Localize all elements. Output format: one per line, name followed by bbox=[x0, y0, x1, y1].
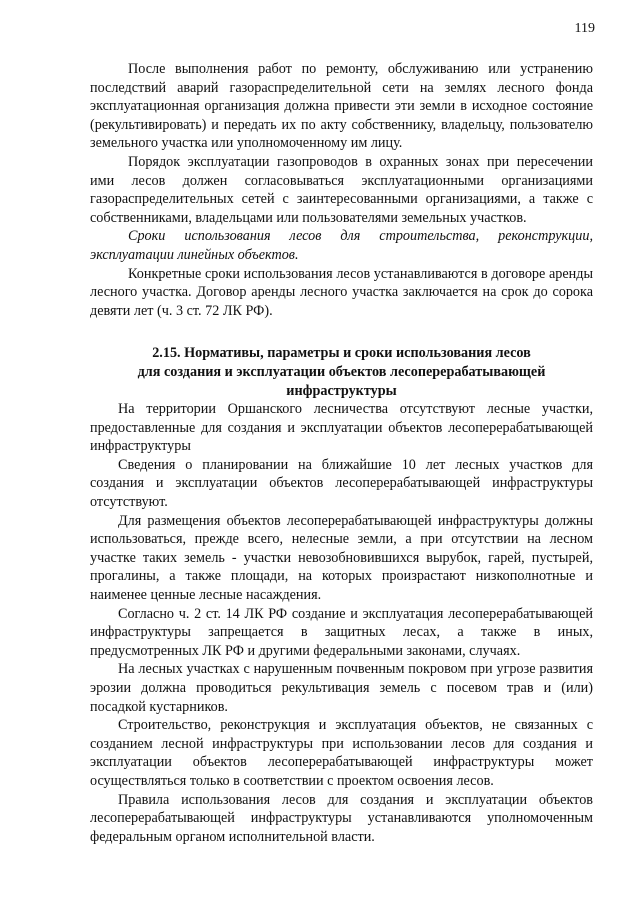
page-content bbox=[90, 60, 593, 846]
section-linear-objects bbox=[90, 60, 593, 320]
paragraph-recultivation: На лесных участках с нарушенным почвенным покровом при угрозе развития эрозии должна проводиться рекультивация земель с посевом трав и (или) посадкой кустарников. bbox=[90, 661, 593, 715]
section-heading bbox=[90, 344, 593, 400]
section-processing-infrastructure bbox=[90, 400, 593, 846]
page-number: 119 bbox=[574, 21, 595, 36]
section-heading-line-2: для создания и эксплуатации объектов лесоперерабатывающей bbox=[137, 363, 546, 380]
paragraph-lease-terms: Конкретные сроки использования лесов устанавливаются в договоре аренды лесного участка. Договор аренды лесного участка заключается на срок до сорока девяти лет (ч. 3 ст. 72 ЛК РФ). bbox=[90, 265, 593, 319]
italic-subheading-terms: Сроки использования лесов для строительства, реконструкции, эксплуатации линейных объектов. bbox=[90, 228, 593, 263]
paragraph-no-plots: На территории Оршанского лесничества отсутствуют лесные участки, предоставленные для создания и эксплуатации объектов лесоперерабатывающей инфраструктуры bbox=[90, 401, 593, 455]
paragraph-construction: Строительство, реконструкция и эксплуатация объектов, не связанных с созданием лесной инфраструктуры при использовании лесов для создания и эксплуатации объектов лесоперерабатывающей инфраструктуры может осуществляться только в соответствии с проектом освоения лесов. bbox=[90, 717, 593, 789]
section-heading-line-3: инфраструктуры bbox=[286, 382, 397, 399]
paragraph-gas-pipeline-operation: Порядок эксплуатации газопроводов в охранных зонах при пересечении ими лесов должен согласовываться эксплуатационными организациями газораспределительных сетей с заинтересованными организациями, а также с собственниками, владельцами или пользователями земельных участков. bbox=[90, 153, 593, 226]
paragraph-rules: Правила использования лесов для создания и эксплуатации объектов лесоперерабатывающей инфраструктуры устанавливаются уполномоченным федеральным органом исполнительной власти. bbox=[90, 791, 593, 845]
paragraph-placement: Для размещения объектов лесоперерабатывающей инфраструктуры должны использоваться, прежде всего, нелесные земли, а при отсутствии на лесном участке таких земель - участки невозобновившихся вырубок, гарей, пустырей, прогалины, а также площади, на которых произрастают низкополнотные и наименее ценные лесные насаждения. bbox=[90, 512, 593, 604]
paragraph-restoration: После выполнения работ по ремонту, обслуживанию или устранению последствий аварий газораспределительной сети на землях лесного фонда эксплуатационная организация должна привести эти земли в исходное состояние (рекультивировать) и передать их по акту собственнику, владельцу, пользователю земельного участка или уполномоченному им лицу. bbox=[90, 61, 593, 152]
section-heading-line-1: 2.15. Нормативы, параметры и сроки использования лесов bbox=[152, 345, 531, 362]
paragraph-planning-info: Сведения о планировании на ближайшие 10 лет лесных участков для создания и эксплуатации объектов лесоперерабатывающей инфраструктуры отсутствуют. bbox=[90, 456, 593, 511]
paragraph-protective-forests: Согласно ч. 2 ст. 14 ЛК РФ создание и эксплуатация лесоперерабатывающей инфраструктуры запрещается в защитных лесах, а также в иных, предусмотренных ЛК РФ и другими федеральными законами, случаях. bbox=[90, 605, 593, 659]
